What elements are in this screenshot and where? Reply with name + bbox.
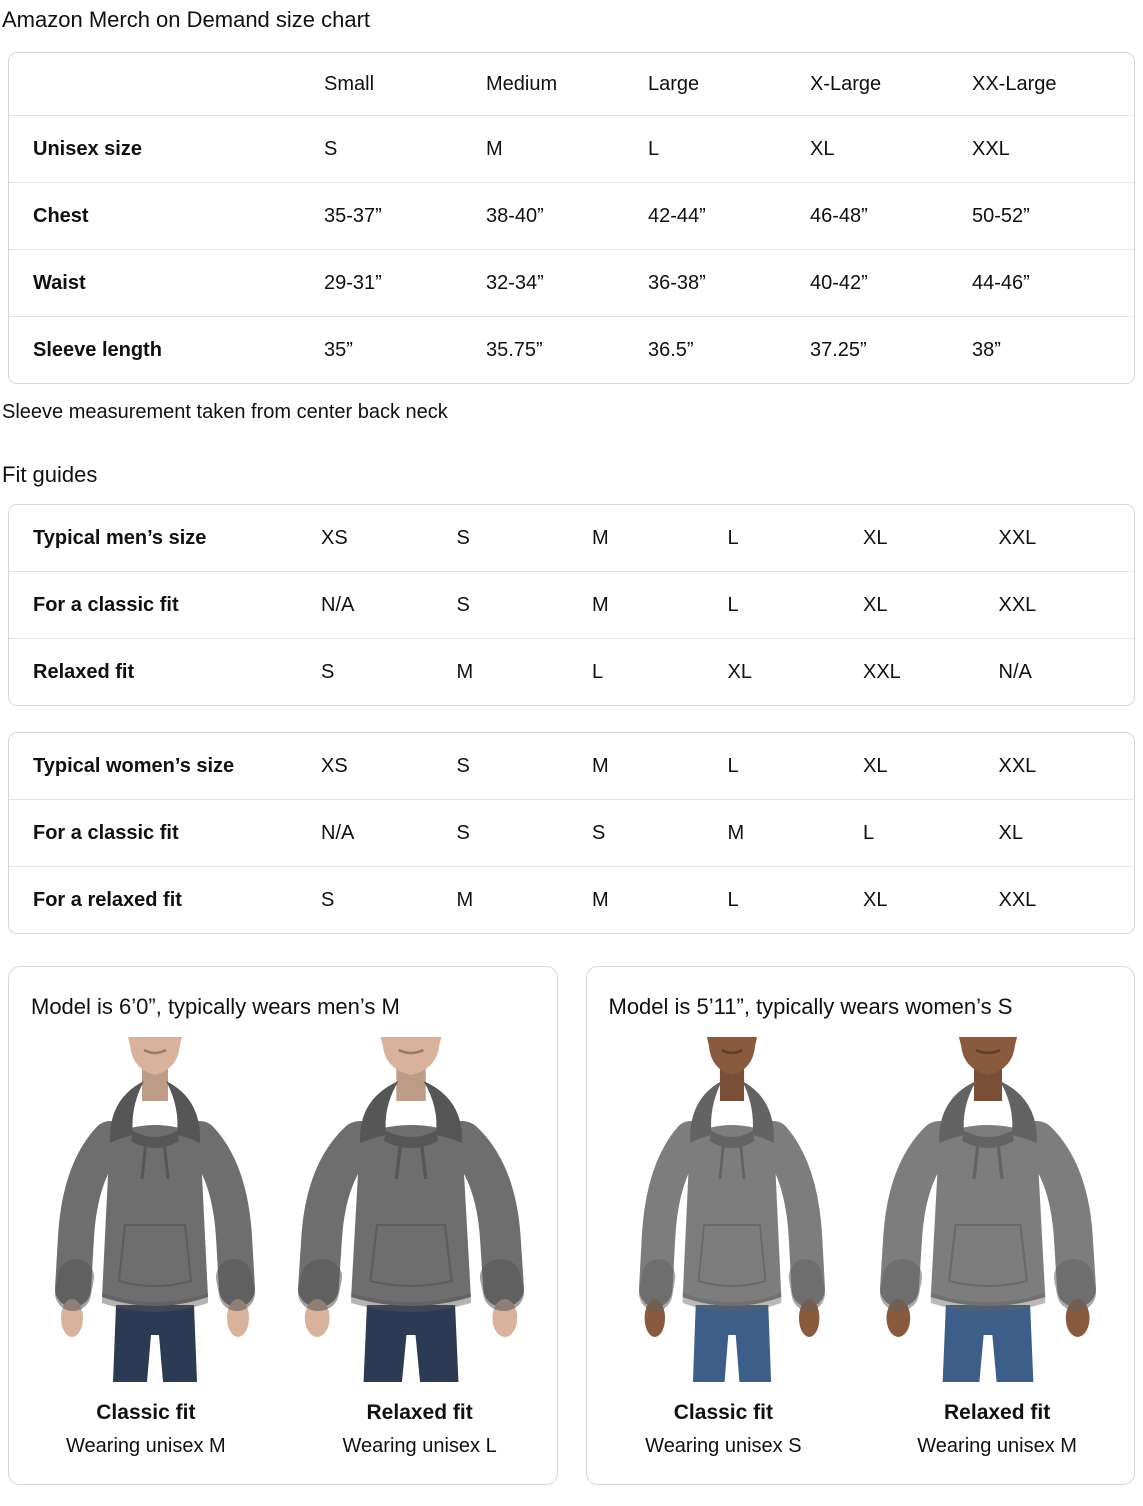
row-label: Unisex size	[33, 137, 142, 160]
table-row-waist	[9, 249, 1134, 316]
table-cell: XXL	[863, 661, 901, 683]
table-cell: S	[456, 527, 470, 549]
fit-guide-women-table	[8, 732, 1135, 934]
row-label: Typical men’s size	[33, 527, 207, 549]
column-header-large: Large	[648, 72, 700, 95]
table-cell: M	[592, 755, 609, 777]
page-title: Amazon Merch on Demand size chart	[2, 7, 371, 32]
table-cell: 35.75”	[486, 338, 543, 361]
table-cell: 36.5”	[648, 338, 694, 361]
table-cell: XXL	[998, 527, 1037, 549]
model-photo-relaxed	[863, 1037, 1113, 1382]
table-cell: XXL	[972, 137, 1010, 160]
table-cell: S	[321, 661, 335, 683]
table-cell: L	[592, 661, 604, 683]
wearing-label: Wearing unisex M	[66, 1434, 226, 1457]
table-cell: XL	[863, 889, 888, 911]
wearing-label: Wearing unisex M	[917, 1434, 1077, 1457]
model-photo-classic	[30, 1037, 280, 1382]
table-cell: XL	[863, 755, 888, 777]
sleeve-measurement-note: Sleeve measurement taken from center back neck	[2, 400, 448, 423]
row-label: For a classic fit	[33, 594, 179, 616]
table-cell: 50-52”	[972, 204, 1030, 227]
fit-guides-heading: Fit guides	[2, 461, 98, 487]
table-cell: L	[863, 822, 875, 844]
row-label: For a classic fit	[33, 822, 179, 844]
caption-relaxed	[283, 1400, 557, 1458]
wearing-label: Wearing unisex L	[342, 1434, 497, 1457]
model-photo-classic	[607, 1037, 857, 1382]
table-cell: N/A	[998, 661, 1032, 683]
table-cell: L	[727, 594, 739, 616]
table-cell: 40-42”	[810, 271, 868, 294]
caption-classic	[587, 1400, 861, 1458]
row-label: Sleeve length	[33, 338, 162, 361]
table-row-chest	[9, 182, 1134, 249]
table-cell: XXL	[998, 889, 1037, 911]
fit-guide-men-table	[8, 504, 1135, 706]
column-header-small: Small	[324, 72, 375, 95]
table-cell: 32-34”	[486, 271, 544, 294]
table-cell: M	[592, 889, 609, 911]
table-row-unisex-size	[9, 115, 1134, 182]
table-cell: XL	[998, 822, 1023, 844]
fit-label: Relaxed fit	[944, 1400, 1051, 1424]
table-row-typical-mens-size	[9, 505, 1134, 572]
table-cell: L	[727, 527, 739, 549]
table-row-relaxed-fit	[9, 639, 1134, 706]
table-cell: XXL	[998, 755, 1037, 777]
fit-label: Relaxed fit	[366, 1400, 473, 1424]
table-cell: 38-40”	[486, 204, 544, 227]
table-cell: XS	[321, 527, 348, 549]
empty-header-cell	[9, 53, 324, 116]
table-cell: XL	[863, 527, 888, 549]
table-row-classic-fit	[9, 800, 1134, 867]
table-cell: 36-38”	[648, 271, 706, 294]
wearing-label: Wearing unisex S	[645, 1434, 802, 1457]
table-cell: 44-46”	[972, 271, 1030, 294]
table-cell: XL	[863, 594, 888, 616]
table-row-sleeve-length	[9, 316, 1134, 383]
table-cell: XL	[727, 661, 752, 683]
table-cell: L	[727, 889, 739, 911]
row-label: For a relaxed fit	[33, 889, 182, 911]
card-header: Model is 6’0”, typically wears men’s M	[31, 994, 400, 1019]
size-chart-table	[8, 52, 1135, 384]
table-cell: 38”	[972, 338, 1001, 361]
table-cell: 35”	[324, 338, 353, 361]
table-cell: S	[321, 889, 335, 911]
table-cell: XL	[810, 137, 835, 160]
table-cell: 42-44”	[648, 204, 706, 227]
table-cell: M	[456, 661, 474, 683]
model-photo-relaxed	[286, 1037, 536, 1382]
caption-relaxed	[860, 1400, 1134, 1458]
row-label: Relaxed fit	[33, 661, 135, 683]
table-cell: M	[592, 527, 609, 549]
table-cell: M	[592, 594, 609, 616]
card-header: Model is 5’11”, typically wears women’s S	[608, 994, 1013, 1019]
column-header-medium: Medium	[486, 72, 558, 95]
size-chart-header-row	[9, 53, 1134, 116]
table-cell: M	[456, 889, 474, 911]
table-cell: S	[456, 822, 470, 844]
table-cell: N/A	[321, 822, 355, 844]
row-label: Typical women’s size	[33, 755, 235, 777]
table-row-classic-fit	[9, 572, 1134, 639]
fit-label: Classic fit	[673, 1400, 773, 1424]
column-header-xlarge: X-Large	[810, 72, 882, 95]
table-cell: 37.25”	[810, 338, 867, 361]
table-cell: 29-31”	[324, 271, 382, 294]
caption-classic	[9, 1400, 283, 1458]
table-cell: L	[727, 755, 739, 777]
model-cards	[8, 966, 1135, 1485]
photo-captions	[9, 1400, 557, 1458]
fit-label: Classic fit	[96, 1400, 196, 1424]
table-cell: XS	[321, 755, 348, 777]
row-label: Waist	[33, 271, 86, 294]
table-cell: N/A	[321, 594, 355, 616]
photo-captions	[587, 1400, 1135, 1458]
table-cell: XXL	[998, 594, 1037, 616]
table-cell: L	[648, 137, 660, 160]
table-cell: S	[324, 137, 338, 160]
table-cell: M	[486, 137, 503, 160]
table-row-relaxed-fit	[9, 867, 1134, 934]
table-cell: S	[456, 594, 470, 616]
model-photos	[587, 1037, 1135, 1382]
column-header-xxlarge: XX-Large	[972, 72, 1057, 95]
table-cell: 35-37”	[324, 204, 382, 227]
womens-model-card	[586, 966, 1136, 1485]
table-cell: M	[727, 822, 745, 844]
table-cell: S	[592, 822, 606, 844]
table-cell: 46-48”	[810, 204, 868, 227]
row-label: Chest	[33, 204, 89, 227]
mens-model-card	[8, 966, 558, 1485]
model-photos	[9, 1037, 557, 1382]
table-row-typical-womens-size	[9, 733, 1134, 800]
table-cell: S	[456, 755, 470, 777]
